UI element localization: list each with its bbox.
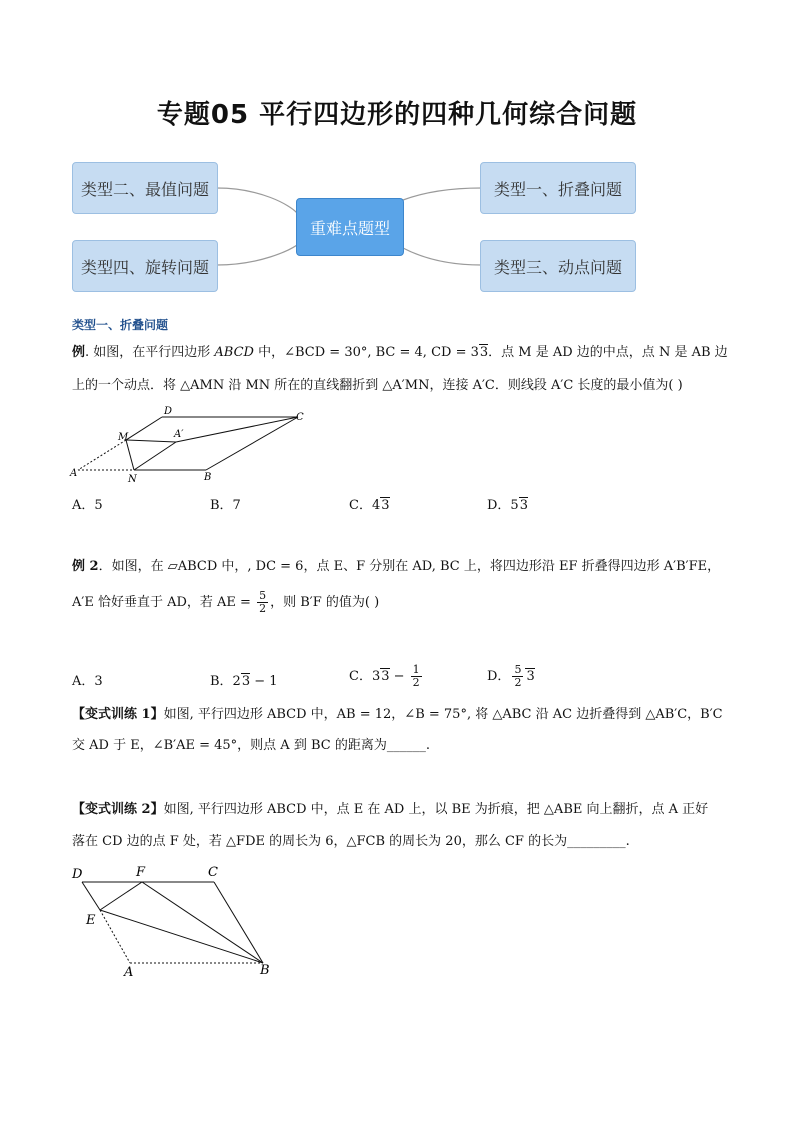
ex1-option-c: C．43	[349, 498, 390, 513]
train2-line2: 落在 CD 边的点 F 处，若 △FDE 的周长为 6，△FCB 的周长为 20，那么 CF 的长为_________.	[72, 834, 630, 849]
ex1-label-D: D	[164, 406, 173, 417]
train2-label: 【变式训练 2】	[72, 802, 164, 817]
train2-label-B: B	[260, 963, 270, 978]
ex1-option-d: D．53	[487, 498, 528, 513]
mindmap-node-center: 重难点题型	[296, 198, 404, 256]
ex1-label-N: N	[128, 474, 137, 485]
section-heading-folding: 类型一、折叠问题	[72, 318, 169, 332]
mindmap-node-type3: 类型三、动点问题	[480, 240, 636, 292]
ex1-label: 例	[72, 345, 86, 360]
mindmap-node-type1: 类型一、折叠问题	[480, 162, 636, 214]
train2-label-D: D	[72, 867, 83, 882]
train2-label-C: C	[208, 865, 218, 880]
ex2-line2: A′E 恰好垂直于 AD，若 AE = $\frac{5}{2}$ ，则 B′F 的值为( )	[72, 589, 380, 615]
train2-figure	[66, 860, 286, 984]
ex2-line1: 例 2．如图，在 ▱ABCD 中，, DC = 6，点 E、F 分别在 AD, BC 上，将四边形沿 EF 折叠得四边形 A′B′FE，	[72, 559, 721, 574]
train1-line1: 【变式训练 1】如图, 平行四边形 ABCD 中，AB = 12，∠B = 75°, 将 △ABC 沿 AC 边折叠得到 △AB′C，B′C	[72, 707, 723, 722]
ex2-option-d: D． $\frac{5}{2}$ 3	[487, 663, 535, 689]
ex1-label-A: A	[70, 468, 78, 479]
train2-label-E: E	[86, 913, 96, 928]
page-title: 专题05 平行四边形的四种几何综合问题	[156, 100, 638, 130]
ex2-option-a: A．3	[72, 674, 103, 689]
ex1-figure	[66, 404, 316, 488]
ex1-line1: 例. 如图，在平行四边形 ABCD 中，∠BCD = 30°, BC = 4, CD = 33．点 M 是 AD 边的中点，点 N 是 AB 边	[72, 345, 728, 360]
train1-label: 【变式训练 1】	[72, 707, 164, 722]
mindmap-node-type4: 类型四、旋转问题	[72, 240, 218, 292]
train2-line1: 【变式训练 2】如图, 平行四边形 ABCD 中，点 E 在 AD 上，以 BE 为折痕，把 △ABE 向上翻折，点 A 正好	[72, 802, 709, 817]
train2-label-A: A	[124, 965, 134, 980]
train1-line2: 交 AD 于 E，∠B′AE = 45°，则点 A 到 BC 的距离为______.	[72, 738, 430, 753]
ex1-label-C: C	[296, 412, 304, 423]
ex2-fraction-ae: $\frac{5}{2}$	[259, 589, 267, 615]
ex1-option-b: B．7	[210, 498, 241, 513]
ex2-option-c: C．33 − $\frac{1}{2}$	[349, 663, 420, 689]
ex1-option-a: A．5	[72, 498, 103, 513]
mindmap-node-type2: 类型二、最值问题	[72, 162, 218, 214]
ex1-label-M: M	[118, 432, 129, 443]
ex1-label-Aprime: A′	[174, 429, 184, 440]
ex1-line2: 上的一个动点．将 △AMN 沿 MN 所在的直线翻折到 △A′MN，连接 A′C．则线段 A′C 长度的最小值为( )	[72, 378, 683, 393]
ex1-label-B: B	[204, 472, 212, 483]
ex2-label: 例 2	[72, 559, 99, 574]
train2-label-F: F	[136, 865, 146, 880]
ex2-option-b: B．23 − 1	[210, 674, 278, 689]
